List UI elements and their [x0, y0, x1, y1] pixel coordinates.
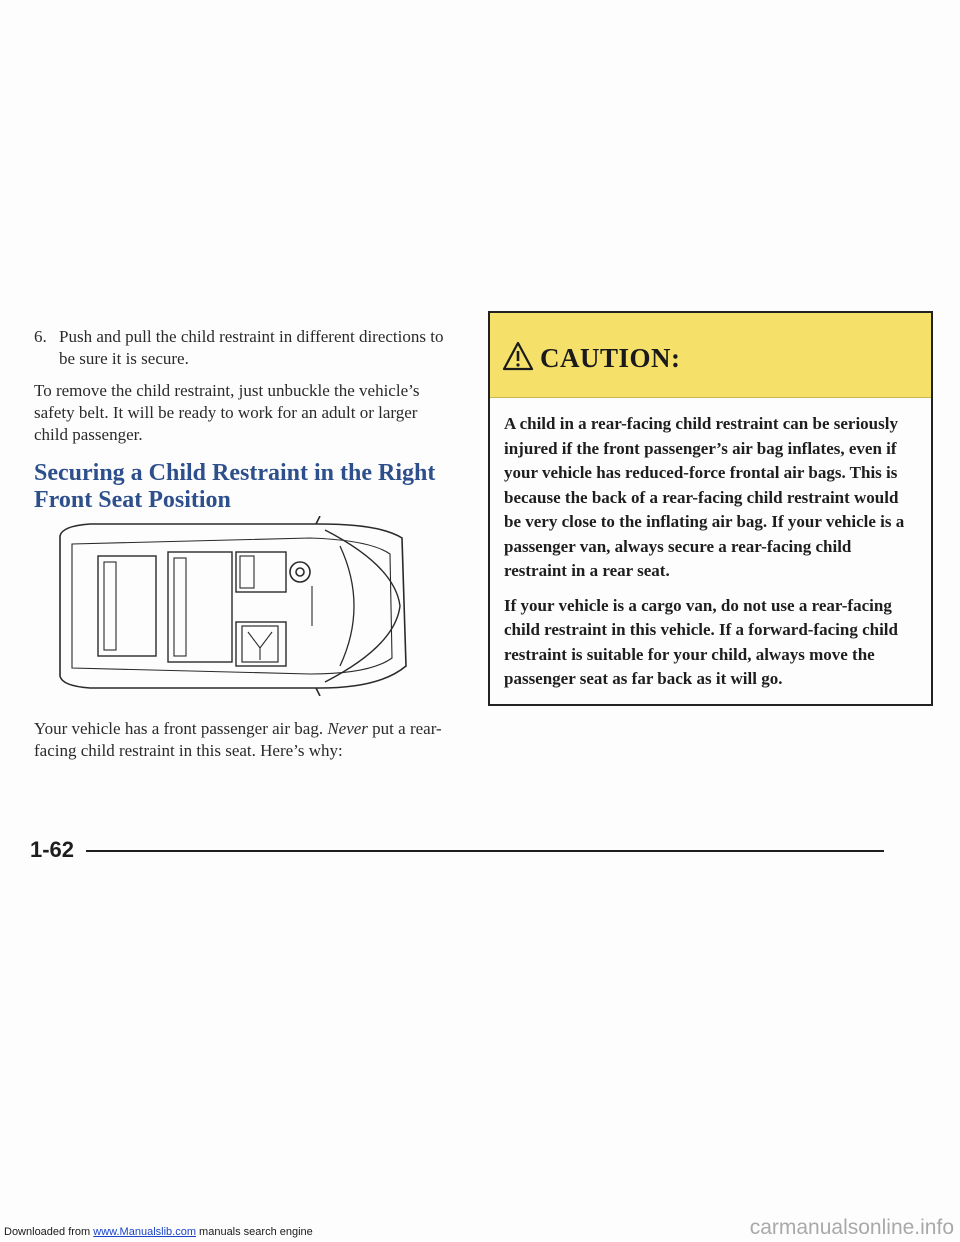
watermark: carmanualsonline.info: [749, 1216, 954, 1239]
step-text: Push and pull the child restraint in different directions to be sure it is secure.: [59, 327, 444, 368]
bottom-text-before: Your vehicle has a front passenger air bag.: [34, 719, 324, 738]
caution-body: [490, 398, 931, 692]
child-restraint-harness: [248, 632, 272, 660]
warning-triangle-icon: [502, 341, 534, 371]
rear-bench-back: [104, 562, 116, 650]
never-emphasis: Never: [327, 719, 368, 738]
step-6: [34, 326, 454, 370]
side-mirror-top: [316, 516, 320, 524]
caution-paragraph-1: A child in a rear-facing child restraint can be seriously injured if the front passenger’s air bag inflates, even if your vehicle has reduced-force frontal air bags. This is because the back of a rear-facing child restraint would be very close to the inflating air bag. If your vehicle is a passenger van, always secure a rear-facing child restraint in a rear seat.: [504, 414, 905, 580]
footer-rule: [86, 850, 884, 852]
rear-bench-seat: [98, 556, 156, 656]
manualslib-link[interactable]: www.Manualslib.com: [93, 1226, 196, 1238]
download-footer: [4, 1226, 313, 1238]
footer-suffix: manuals search engine: [199, 1226, 313, 1238]
driver-seat-back: [240, 556, 254, 588]
driver-seat: [236, 552, 286, 592]
step-number: 6.: [34, 327, 47, 346]
middle-bench-back: [174, 558, 186, 656]
caution-header: [490, 313, 931, 398]
section-heading: Securing a Child Restraint in the Right Front Seat Position: [34, 460, 436, 513]
caution-title: CAUTION:: [540, 343, 681, 373]
van-seating-diagram: [50, 516, 410, 696]
bottom-paragraph: [34, 718, 464, 772]
footer-prefix: Downloaded from: [4, 1226, 91, 1238]
page-number: 1-62: [30, 837, 75, 862]
middle-bench-seat: [168, 552, 232, 662]
dashboard: [340, 546, 354, 666]
remove-restraint-paragraph: To remove the child restraint, just unbuckle the vehicle’s safety belt. It will be ready to work for an adult or larger child passenger.: [34, 381, 420, 444]
caution-paragraph-2: If your vehicle is a cargo van, do not use a rear-facing child restraint in this vehicle. If a forward-facing child restraint is suitable for your child, always move the passenger seat as far back as it will go.: [504, 595, 898, 688]
caution-box: [488, 311, 933, 706]
side-mirror-bottom: [316, 688, 320, 696]
bottom-text-after: put a rear-facing child restraint in this seat. Here’s why:: [34, 719, 442, 760]
steering-wheel: [290, 562, 310, 582]
steering-hub: [296, 568, 304, 576]
left-column: [34, 326, 454, 514]
